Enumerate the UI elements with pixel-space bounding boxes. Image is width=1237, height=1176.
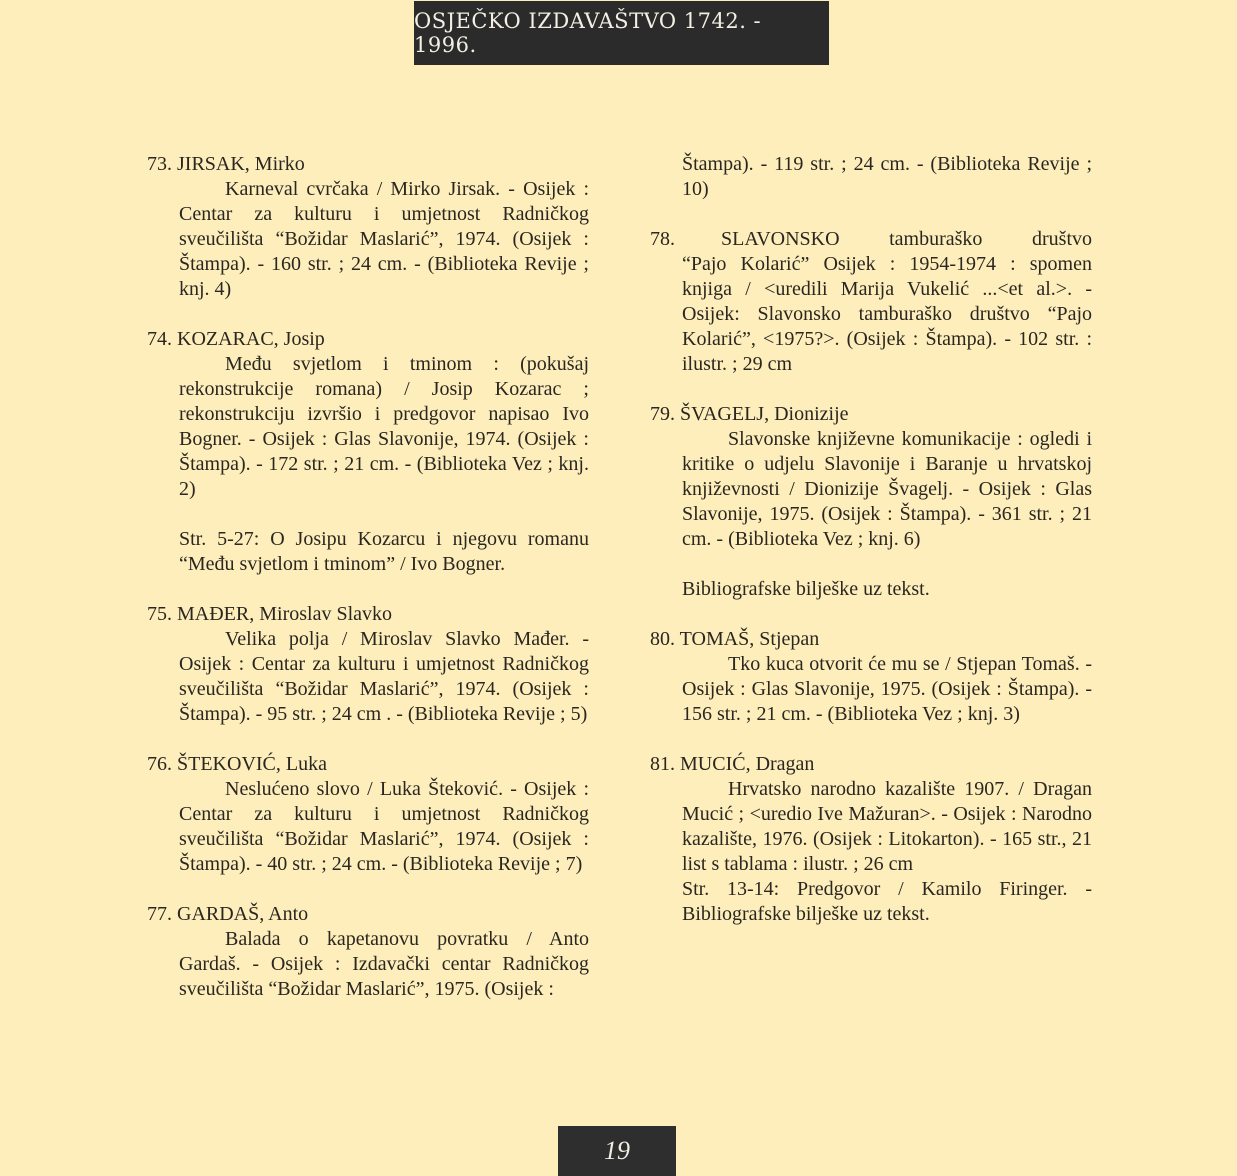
entry-heading — [147, 902, 589, 927]
entry-description: Velika polja / Miroslav Slavko Mađer. - Osijek : Centar za kulturu i umjetnost Radničkog sveučilišta “Božidar Maslarić”, 1974. (Osijek : Štampa). - 95 str. ; 24 cm . - (Biblioteka Revije ; 5) — [179, 628, 589, 725]
entry-author: KOZARAC, Josip — [177, 328, 325, 350]
page-number: 19 — [604, 1136, 630, 1165]
entry-number: 76. — [147, 753, 172, 775]
running-header-title: OSJEČKO IZDAVAŠTVO 1742. - 1996. — [414, 9, 762, 57]
bibliography-entry-77 — [147, 902, 589, 1002]
entry-number: 75. — [147, 603, 172, 625]
entry-number: 77. — [147, 903, 172, 925]
entry-author: MUCIĆ, Dragan — [680, 753, 815, 775]
entry-heading — [147, 152, 589, 177]
entry-description: Tko kuca otvorit će mu se / Stjepan Tomaš. - Osijek : Glas Slavonije, 1975. (Osijek : Štampa). - 156 str. ; 21 cm. - (Biblioteka Vez ; knj. 3) — [682, 653, 1092, 725]
entry-description: Neslućeno slovo / Luka Šteković. - Osijek : Centar za kulturu i umjetnost Radničkog sveučilišta “Božidar Maslarić”, 1974. (Osijek : Štampa). - 40 str. ; 24 cm. - (Biblioteka Revije ; 7) — [179, 778, 589, 875]
bibliography-entry-81 — [650, 752, 1092, 927]
entry-description-continued: Štampa). - 119 str. ; 24 cm. - (Biblioteka Revije ; 10) — [682, 153, 1092, 200]
bibliography-entry-73 — [147, 152, 589, 302]
bibliography-entry-74 — [147, 327, 589, 577]
entry-number: 79. — [650, 403, 675, 425]
right-column — [650, 152, 1092, 952]
bibliography-entry-76 — [147, 752, 589, 877]
entry-number: 78. — [650, 228, 675, 250]
bibliography-entry-78 — [650, 227, 1092, 377]
entry-note: Bibliografske bilješke uz tekst. — [682, 578, 930, 600]
entry-author: SLAVONSKO tamburaško društvo — [721, 228, 1092, 250]
entry-77-continuation — [682, 152, 1092, 202]
entry-number: 81. — [650, 753, 675, 775]
entry-description: Slavonske književne komunikacije : ogledi i kritike o udjelu Slavonije i Baranje u hrvatskoj književnosti / Dionizije Švagelj. - Osijek : Glas Slavonije, 1975. (Osijek : Štampa). - 361 str. ; 21 cm. - (Biblioteka Vez ; knj. 6) — [682, 428, 1092, 550]
entry-number: 73. — [147, 153, 172, 175]
entry-note: Str. 13-14: Predgovor / Kamilo Firinger. - Bibliografske bilješke uz tekst. — [682, 878, 1092, 925]
page-number-box — [558, 1126, 676, 1176]
entry-description: “Pajo Kolarić” Osijek : 1954-1974 : spomen knjiga / <uredili Marija Vukelić ...<et al.>. - Osijek: Slavonsko tamburaško društvo “Pajo Kolarić”, <1975?>. (Osijek : Štampa). - 102 str. : ilustr. ; 29 cm — [682, 253, 1092, 375]
entry-heading — [147, 752, 589, 777]
entry-number: 80. — [650, 628, 675, 650]
entry-number: 74. — [147, 328, 172, 350]
entry-author: ŠTEKOVIĆ, Luka — [177, 753, 327, 775]
entry-heading — [147, 602, 589, 627]
entry-heading — [650, 752, 1092, 777]
entry-description: Karneval cvrčaka / Mirko Jirsak. - Osijek : Centar za kulturu i umjetnost Radničkog sveučilišta “Božidar Maslarić”, 1974. (Osijek : Štampa). - 160 str. ; 24 cm. - (Biblioteka Revije ; knj. 4) — [179, 178, 589, 300]
entry-author: MAĐER, Miroslav Slavko — [177, 603, 392, 625]
entry-heading — [650, 627, 1092, 652]
running-header — [414, 1, 829, 65]
entry-note: Str. 5-27: O Josipu Kozarcu i njegovu romanu “Među svjetlom i tminom” / Ivo Bogner. — [179, 528, 589, 575]
entry-author: GARDAŠ, Anto — [177, 903, 309, 925]
entry-description: Hrvatsko narodno kazalište 1907. / Dragan Mucić ; <uredio Ive Mažuran>. - Osijek : Narodno kazalište, 1976. (Osijek : Litokarton). - 165 str., 21 list s tablama : ilustr. ; 26 cm — [682, 778, 1092, 875]
entry-author: TOMAŠ, Stjepan — [679, 628, 820, 650]
bibliography-entry-75 — [147, 602, 589, 727]
entry-description: Balada o kapetanovu povratku / Anto Gardaš. - Osijek : Izdavački centar Radničkog sveučilišta “Božidar Maslarić”, 1975. (Osijek : — [179, 928, 589, 1000]
left-column — [147, 152, 589, 1027]
bibliography-entry-79 — [650, 402, 1092, 602]
entry-author: ŠVAGELJ, Dionizije — [680, 403, 849, 425]
entry-heading — [650, 402, 1092, 427]
entry-author: JIRSAK, Mirko — [177, 153, 305, 175]
entry-heading — [650, 227, 1092, 252]
entry-heading — [147, 327, 589, 352]
bibliography-entry-80 — [650, 627, 1092, 727]
entry-description: Među svjetlom i tminom : (pokušaj rekonstrukcije romana) / Josip Kozarac ; rekonstrukciju izvršio i predgovor napisao Ivo Bogner. - Osijek : Glas Slavonije, 1974. (Osijek : Štampa). - 172 str. ; 21 cm. - (Biblioteka Vez ; knj. 2) — [179, 353, 589, 500]
